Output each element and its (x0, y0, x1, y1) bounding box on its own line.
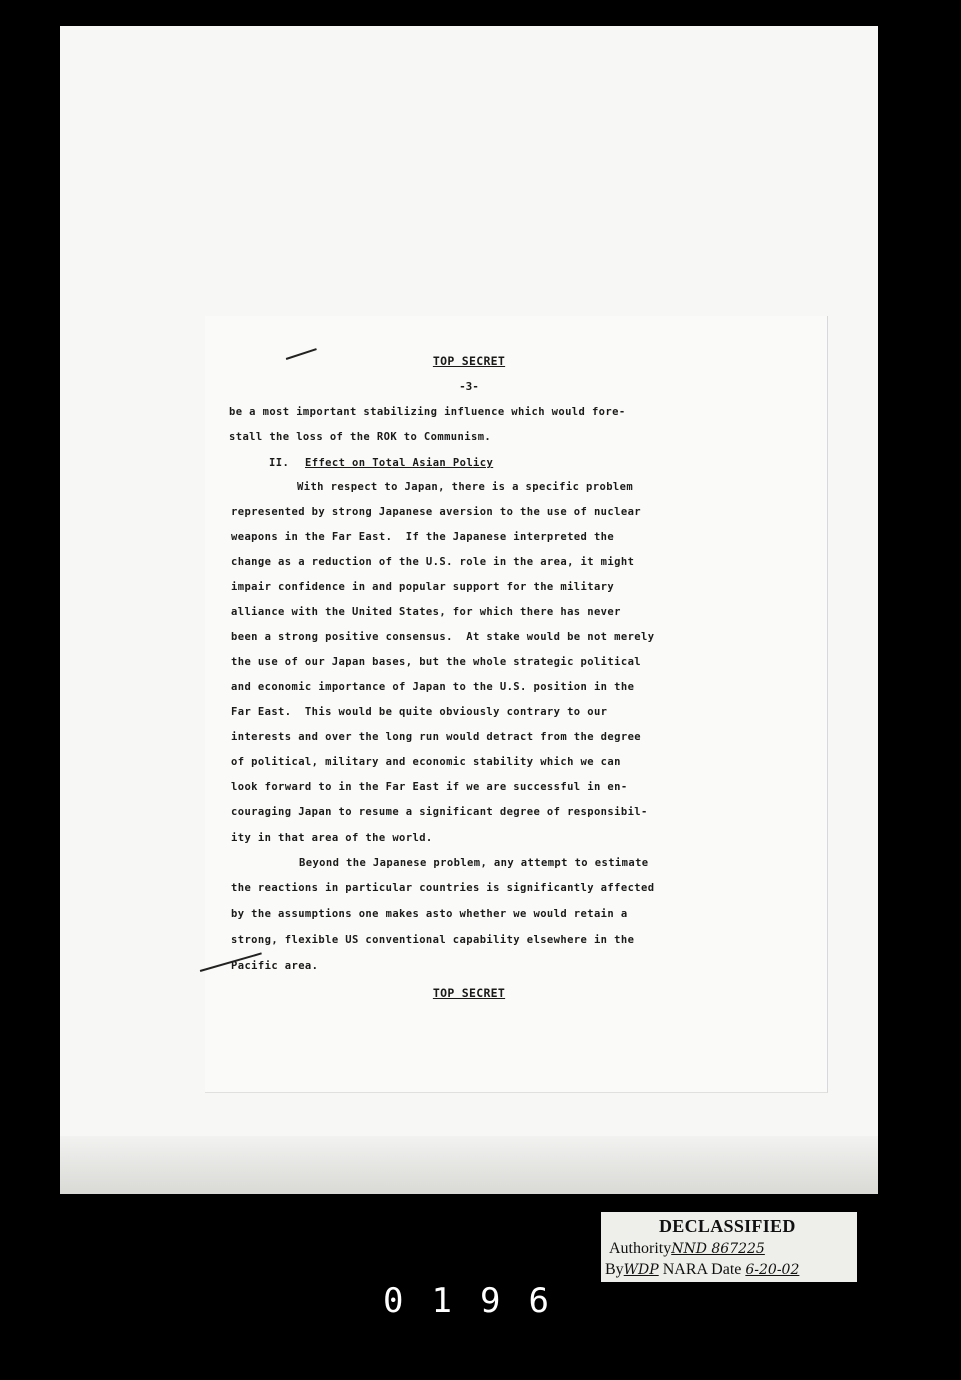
text-line: impair confidence in and popular support for the military (231, 581, 615, 593)
stamp-authority: AuthorityNND 867225 (609, 1240, 765, 1257)
text-line: of political, military and economic stability which we can (231, 756, 621, 768)
text-line: and economic importance of Japan to the U.S. position in the (231, 681, 635, 693)
text-line: Pacific area. (231, 960, 319, 972)
text-line: represented by strong Japanese aversion to the use of nuclear (231, 506, 642, 518)
page-number: -3- (459, 380, 479, 393)
declassification-stamp (601, 1212, 857, 1282)
text-line: stall the loss of the ROK to Communism. (229, 431, 492, 443)
stamp-title: DECLASSIFIED (659, 1216, 796, 1236)
text-line: been a strong positive consensus. At stake would be not merely (231, 631, 655, 643)
text-line: the use of our Japan bases, but the whole strategic political (231, 656, 642, 668)
text-line: by the assumptions one makes asto whether we would retain a (231, 908, 628, 920)
section-heading: Effect on Total Asian Policy (305, 457, 494, 469)
text-line: be a most important stabilizing influence which would fore- (229, 406, 626, 418)
text-line: interests and over the long run would detract from the degree (231, 731, 642, 743)
section-number: II. (269, 457, 290, 469)
classification-header: TOP SECRET (432, 354, 506, 368)
text-line: alliance with the United States, for which there has never (231, 606, 621, 618)
page-shadow (60, 1136, 878, 1194)
classification-footer: TOP SECRET (432, 986, 506, 1000)
text-line: Far East. This would be quite obviously contrary to our (231, 706, 608, 718)
text-line: ity in that area of the world. (231, 832, 433, 844)
text-line: strong, flexible US conventional capability elsewhere in the (231, 934, 635, 946)
stamp-by-date: ByWDP NARA Date 6-20-02 (605, 1261, 800, 1278)
text-line: the reactions in particular countries is significantly affected (231, 882, 655, 894)
text-line: With respect to Japan, there is a specific problem (297, 481, 634, 493)
text-line: weapons in the Far East. If the Japanese interpreted the (231, 531, 615, 543)
text-line: Beyond the Japanese problem, any attempt to estimate (299, 857, 649, 869)
text-line: look forward to in the Far East if we are successful in en- (231, 781, 628, 793)
film-frame-number: 0196 (383, 1281, 577, 1321)
text-line: couraging Japan to resume a significant degree of responsibil- (231, 806, 648, 818)
text-line: change as a reduction of the U.S. role in the area, it might (231, 556, 635, 568)
